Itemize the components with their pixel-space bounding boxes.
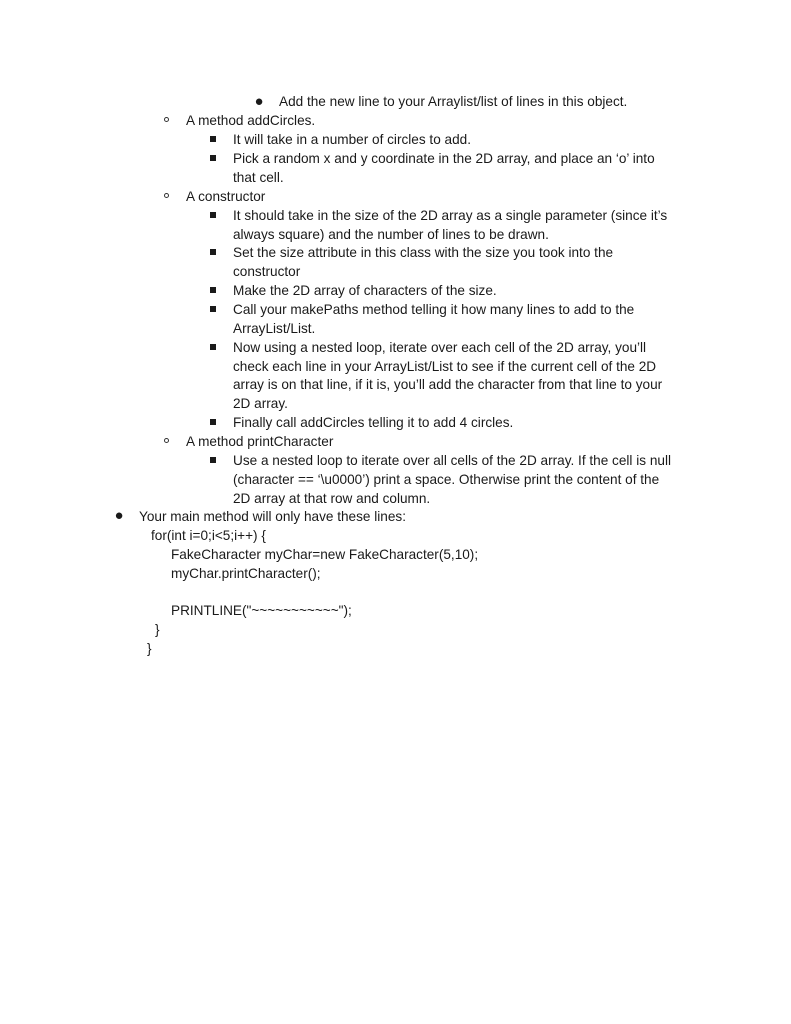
list-item-continuation: (character == ‘\u0000’) print a space. Otherwise print the content of the bbox=[233, 472, 660, 487]
code-line: FakeCharacter myChar=new FakeCharacter(5,10); bbox=[171, 547, 479, 562]
bullet-square-icon bbox=[210, 249, 216, 255]
bullet-square-icon bbox=[210, 155, 216, 161]
list-item: It will take in a number of circles to add. bbox=[233, 132, 471, 147]
bullet-square-icon bbox=[210, 344, 216, 350]
bullet-circle-icon bbox=[164, 117, 169, 122]
list-item: It should take in the size of the 2D array as a single parameter (since it’s bbox=[233, 208, 668, 223]
list-item: Add the new line to your Arraylist/list of lines in this object. bbox=[279, 94, 628, 109]
list-item: A method addCircles. bbox=[186, 113, 316, 128]
code-line: } bbox=[147, 641, 152, 656]
list-item: A constructor bbox=[186, 189, 266, 204]
list-item-continuation: constructor bbox=[233, 264, 301, 279]
list-item-continuation: check each line in your ArrayList/List to see if the current cell of the 2D bbox=[233, 359, 657, 374]
code-line: myChar.printCharacter(); bbox=[171, 566, 321, 581]
code-line: } bbox=[155, 622, 160, 637]
list-item-continuation: 2D array at that row and column. bbox=[233, 491, 431, 506]
bullet-square-icon bbox=[210, 306, 216, 312]
bullet-square-icon bbox=[210, 287, 216, 293]
bullet-disc-icon: ● bbox=[254, 93, 264, 110]
bullet-square-icon bbox=[210, 136, 216, 142]
bullet-disc-icon: ● bbox=[114, 507, 124, 524]
bullet-square-icon bbox=[210, 212, 216, 218]
bullet-square-icon bbox=[210, 457, 216, 463]
bullet-circle-icon bbox=[164, 193, 169, 198]
list-item: Finally call addCircles telling it to add 4 circles. bbox=[233, 415, 514, 430]
code-line: for(int i=0;i<5;i++) { bbox=[151, 528, 266, 543]
code-line: PRINTLINE("~~~~~~~~~~~"); bbox=[171, 603, 352, 618]
list-item-continuation: ArrayList/List. bbox=[233, 321, 316, 336]
list-item-continuation: that cell. bbox=[233, 170, 284, 185]
list-item: Use a nested loop to iterate over all cells of the 2D array. If the cell is null bbox=[233, 453, 671, 468]
list-item: Call your makePaths method telling it how many lines to add to the bbox=[233, 302, 635, 317]
list-item: Pick a random x and y coordinate in the 2D array, and place an ‘o’ into bbox=[233, 151, 655, 166]
list-item-continuation: array is on that line, if it is, you’ll add the character from that line to your bbox=[233, 377, 663, 392]
list-item: Your main method will only have these lines: bbox=[139, 509, 406, 524]
list-item-continuation: 2D array. bbox=[233, 396, 288, 411]
bullet-circle-icon bbox=[164, 438, 169, 443]
list-item: A method printCharacter bbox=[186, 434, 334, 449]
bullet-square-icon bbox=[210, 419, 216, 425]
list-item: Set the size attribute in this class with the size you took into the bbox=[233, 245, 614, 260]
list-item-continuation: always square) and the number of lines to be drawn. bbox=[233, 227, 549, 242]
list-item: Now using a nested loop, iterate over each cell of the 2D array, you’ll bbox=[233, 340, 647, 355]
list-item: Make the 2D array of characters of the size. bbox=[233, 283, 497, 298]
